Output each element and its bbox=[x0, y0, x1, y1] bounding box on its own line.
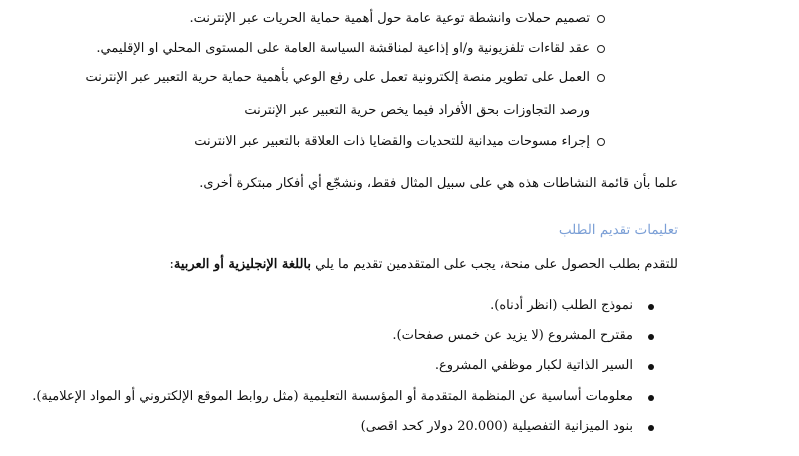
note-paragraph: علما بأن قائمة النشاطات هذه هي على سبيل المثال فقط، ونشجّع أي أفكار مبتكرة أخرى. bbox=[199, 176, 678, 191]
intro-colon: : bbox=[169, 257, 174, 272]
list-bullet-circle bbox=[597, 74, 605, 82]
list-bullet-dot bbox=[648, 304, 654, 310]
requirement-item: السير الذاتية لكبار موظفي المشروع. bbox=[434, 358, 633, 373]
requirement-item: معلومات أساسية عن المنظمة المتقدمة أو المؤسسة التعليمية (مثل روابط الموقع الإلكتروني أو المواد الإعلامية). bbox=[32, 389, 633, 404]
list-bullet-dot bbox=[648, 395, 654, 401]
requirement-item: بنود الميزانية التفصيلية (20.000 دولار كحد اقصى) bbox=[360, 419, 633, 434]
requirement-item: مقترح المشروع (لا يزيد عن خمس صفحات). bbox=[392, 328, 633, 343]
intro-text: للتقدم بطلب الحصول على منحة، يجب على المتقدمين تقديم ما يلي bbox=[310, 257, 678, 272]
activity-item: تصميم حملات وانشطة توعية عامة حول أهمية حماية الحريات عبر الإنترنت. bbox=[189, 11, 590, 26]
activity-item: إجراء مسوحات ميدانية للتحديات والقضايا ذات العلاقة بالتعبير عبر الانترنت bbox=[194, 134, 590, 149]
activity-item: عقد لقاءات تلفزيونية و/او إذاعية لمناقشة السياسة العامة على المستوى المحلي او الإقليمي. bbox=[96, 41, 590, 56]
intro-paragraph bbox=[169, 256, 678, 274]
list-bullet-dot bbox=[648, 364, 654, 370]
list-bullet-dot bbox=[648, 334, 654, 340]
section-heading: تعليمات تقديم الطلب bbox=[558, 222, 678, 238]
list-bullet-circle bbox=[597, 138, 605, 146]
list-bullet-circle bbox=[597, 45, 605, 53]
requirement-item: نموذج الطلب (انظر أدناه). bbox=[490, 298, 633, 313]
intro-language-emphasis: باللغة الإنجليزية أو العربية bbox=[173, 257, 311, 272]
activity-item-continuation: ورصد التجاوزات بحق الأفراد فيما يخص حرية التعبير عبر الإنترنت bbox=[244, 103, 590, 118]
activity-item: العمل على تطوير منصة إلكترونية تعمل على رفع الوعي بأهمية حماية حرية التعبير عبر الإنترنت bbox=[85, 70, 590, 85]
list-bullet-dot bbox=[648, 425, 654, 431]
list-bullet-circle bbox=[597, 15, 605, 23]
